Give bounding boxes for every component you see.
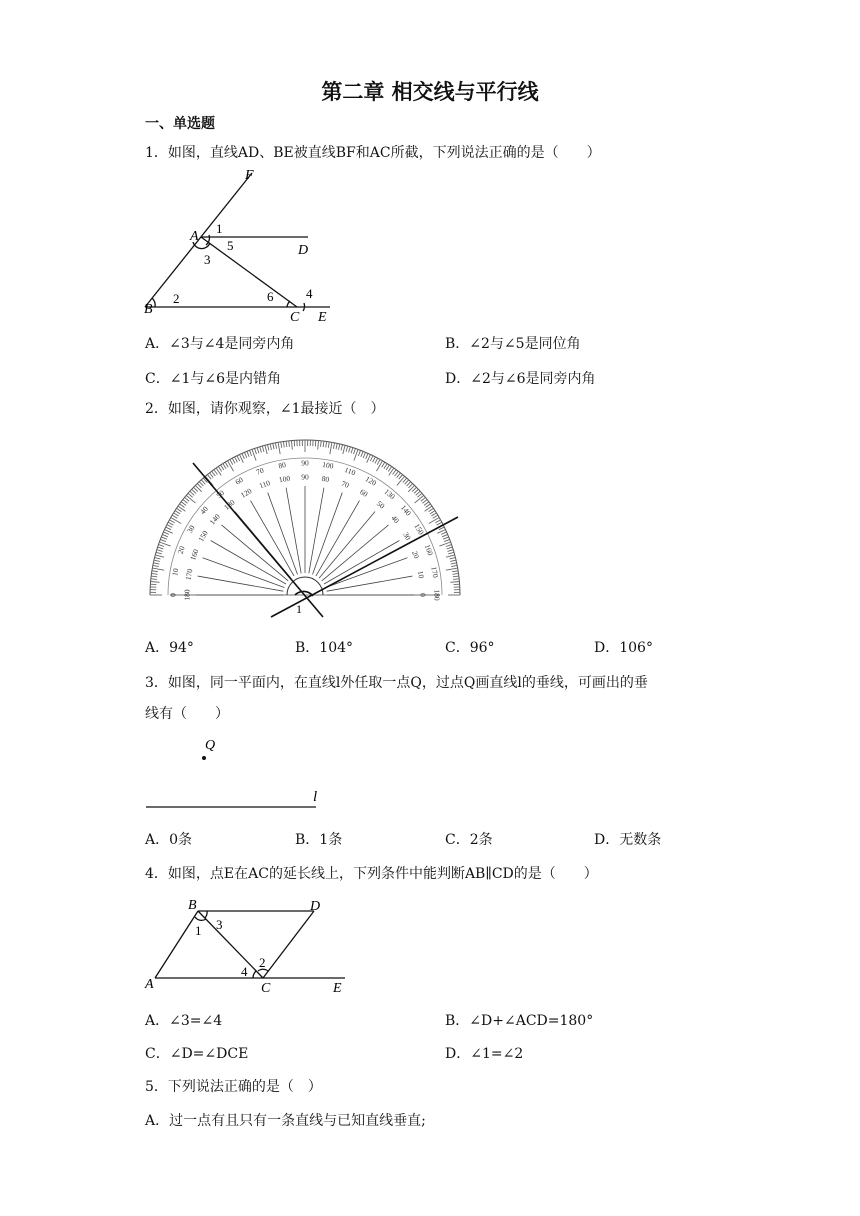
- q1-option-b[interactable]: B．∠2与∠5是同位角: [445, 336, 581, 352]
- question-3-figure: [140, 735, 340, 815]
- q5-option-a[interactable]: A．过一点有且只有一条直线与已知直线垂直;: [145, 1113, 426, 1129]
- q3-label-l: l: [313, 789, 318, 805]
- svg-text:120: 120: [363, 474, 379, 488]
- svg-text:0: 0: [418, 593, 428, 597]
- svg-text:120: 120: [238, 486, 254, 500]
- svg-text:70: 70: [254, 465, 265, 477]
- svg-text:100: 100: [321, 459, 335, 471]
- q4-label-B: B: [188, 898, 197, 913]
- svg-text:40: 40: [389, 513, 402, 526]
- q1-angle-2: 2: [173, 291, 180, 306]
- question-4-figure: [140, 893, 360, 998]
- q1-angle-5: 5: [227, 238, 234, 253]
- protractor-angle-1: 1: [296, 602, 302, 616]
- svg-text:140: 140: [398, 503, 414, 518]
- q4-label-C: C: [261, 981, 271, 996]
- q4-angle-1: 1: [195, 923, 202, 938]
- svg-text:160: 160: [188, 547, 201, 562]
- svg-text:70: 70: [340, 478, 351, 490]
- q4-option-b[interactable]: B．∠D+∠ACD=180°: [445, 1013, 594, 1029]
- q4-option-a[interactable]: A．∠3=∠4: [145, 1013, 223, 1029]
- svg-text:130: 130: [222, 497, 237, 512]
- q2-option-a[interactable]: A．94°: [145, 640, 194, 656]
- question-4-stem: 4．如图，点E在AC的延长线上，下列条件中能判断AB∥CD的是（ ）: [145, 866, 598, 882]
- protractor-figure: [145, 435, 465, 620]
- question-1-figure: [140, 165, 340, 325]
- svg-text:110: 110: [343, 465, 357, 478]
- q4-angle-2: 2: [259, 955, 266, 970]
- svg-text:90: 90: [301, 458, 309, 468]
- q2-option-d[interactable]: D．106°: [594, 640, 653, 656]
- q3-option-a[interactable]: A．0条: [145, 832, 193, 848]
- svg-text:60: 60: [358, 487, 370, 499]
- q4-label-A: A: [145, 977, 154, 992]
- q1-angle-1: 1: [216, 221, 223, 236]
- q4-angle-4: 4: [241, 964, 248, 979]
- q2-option-c[interactable]: C．96°: [445, 640, 495, 656]
- svg-text:10: 10: [170, 567, 181, 577]
- q4-angle-3: 3: [216, 917, 223, 932]
- svg-text:80: 80: [277, 460, 287, 471]
- svg-text:150: 150: [412, 521, 426, 537]
- svg-text:90: 90: [301, 472, 309, 482]
- q1-label-E: E: [318, 310, 327, 325]
- svg-text:80: 80: [320, 473, 330, 485]
- svg-text:50: 50: [374, 498, 387, 511]
- svg-text:140: 140: [207, 512, 222, 527]
- section-heading: 一、单选题: [145, 116, 215, 132]
- question-3-stem-line-1: 3．如图，同一平面内，在直线l外任取一点Q，过点Q画直线l的垂线，可画出的垂: [145, 675, 648, 691]
- q1-label-A: A: [190, 229, 199, 244]
- svg-text:180: 180: [432, 589, 442, 601]
- q1-label-D: D: [298, 243, 309, 258]
- q3-option-c[interactable]: C．2条: [445, 832, 493, 848]
- q1-angle-6: 6: [267, 289, 274, 304]
- q1-label-B: B: [144, 302, 153, 317]
- svg-text:150: 150: [196, 528, 210, 544]
- q3-option-b[interactable]: B．1条: [295, 832, 343, 848]
- q1-label-F: F: [245, 168, 254, 183]
- q2-option-b[interactable]: B．104°: [295, 640, 354, 656]
- svg-text:50: 50: [214, 488, 227, 500]
- q1-option-d[interactable]: D．∠2与∠6是同旁内角: [445, 371, 596, 387]
- svg-text:0: 0: [168, 593, 178, 597]
- q3-option-d[interactable]: D．无数条: [594, 832, 662, 848]
- svg-text:20: 20: [175, 544, 187, 555]
- svg-text:130: 130: [382, 486, 397, 502]
- svg-text:30: 30: [401, 530, 413, 542]
- question-2-stem: 2．如图，请你观察，∠1最接近（ ）: [145, 401, 385, 417]
- svg-text:170: 170: [429, 565, 441, 579]
- q1-option-a[interactable]: A．∠3与∠4是同旁内角: [145, 336, 295, 352]
- page-title: 第二章 相交线与平行线: [321, 80, 539, 104]
- svg-text:40: 40: [198, 504, 210, 517]
- svg-text:30: 30: [185, 523, 197, 535]
- q3-label-Q: Q: [205, 738, 216, 753]
- q1-angle-3: 3: [204, 252, 211, 267]
- question-3-stem-line-2: 线有（ ）: [145, 706, 229, 722]
- q1-angle-4: 4: [306, 286, 313, 301]
- svg-text:100: 100: [278, 473, 291, 485]
- question-5-stem: 5．下列说法正确的是（ ）: [145, 1079, 322, 1095]
- q1-label-C: C: [290, 310, 300, 325]
- q1-option-c[interactable]: C．∠1与∠6是内错角: [145, 371, 281, 387]
- svg-text:160: 160: [422, 543, 435, 557]
- q4-option-c[interactable]: C．∠D=∠DCE: [145, 1046, 249, 1062]
- question-1-stem: 1．如图，直线AD、BE被直线BF和AC所截，下列说法正确的是（ ）: [145, 145, 601, 161]
- svg-text:20: 20: [410, 549, 422, 560]
- q4-label-E: E: [333, 981, 342, 996]
- svg-text:110: 110: [258, 478, 272, 491]
- svg-text:180: 180: [182, 589, 192, 601]
- svg-text:60: 60: [233, 475, 245, 487]
- q4-option-d[interactable]: D．∠1=∠2: [445, 1046, 524, 1062]
- q4-label-D: D: [310, 899, 321, 914]
- svg-text:170: 170: [183, 568, 195, 581]
- svg-text:10: 10: [415, 570, 427, 580]
- point-q: [202, 756, 206, 760]
